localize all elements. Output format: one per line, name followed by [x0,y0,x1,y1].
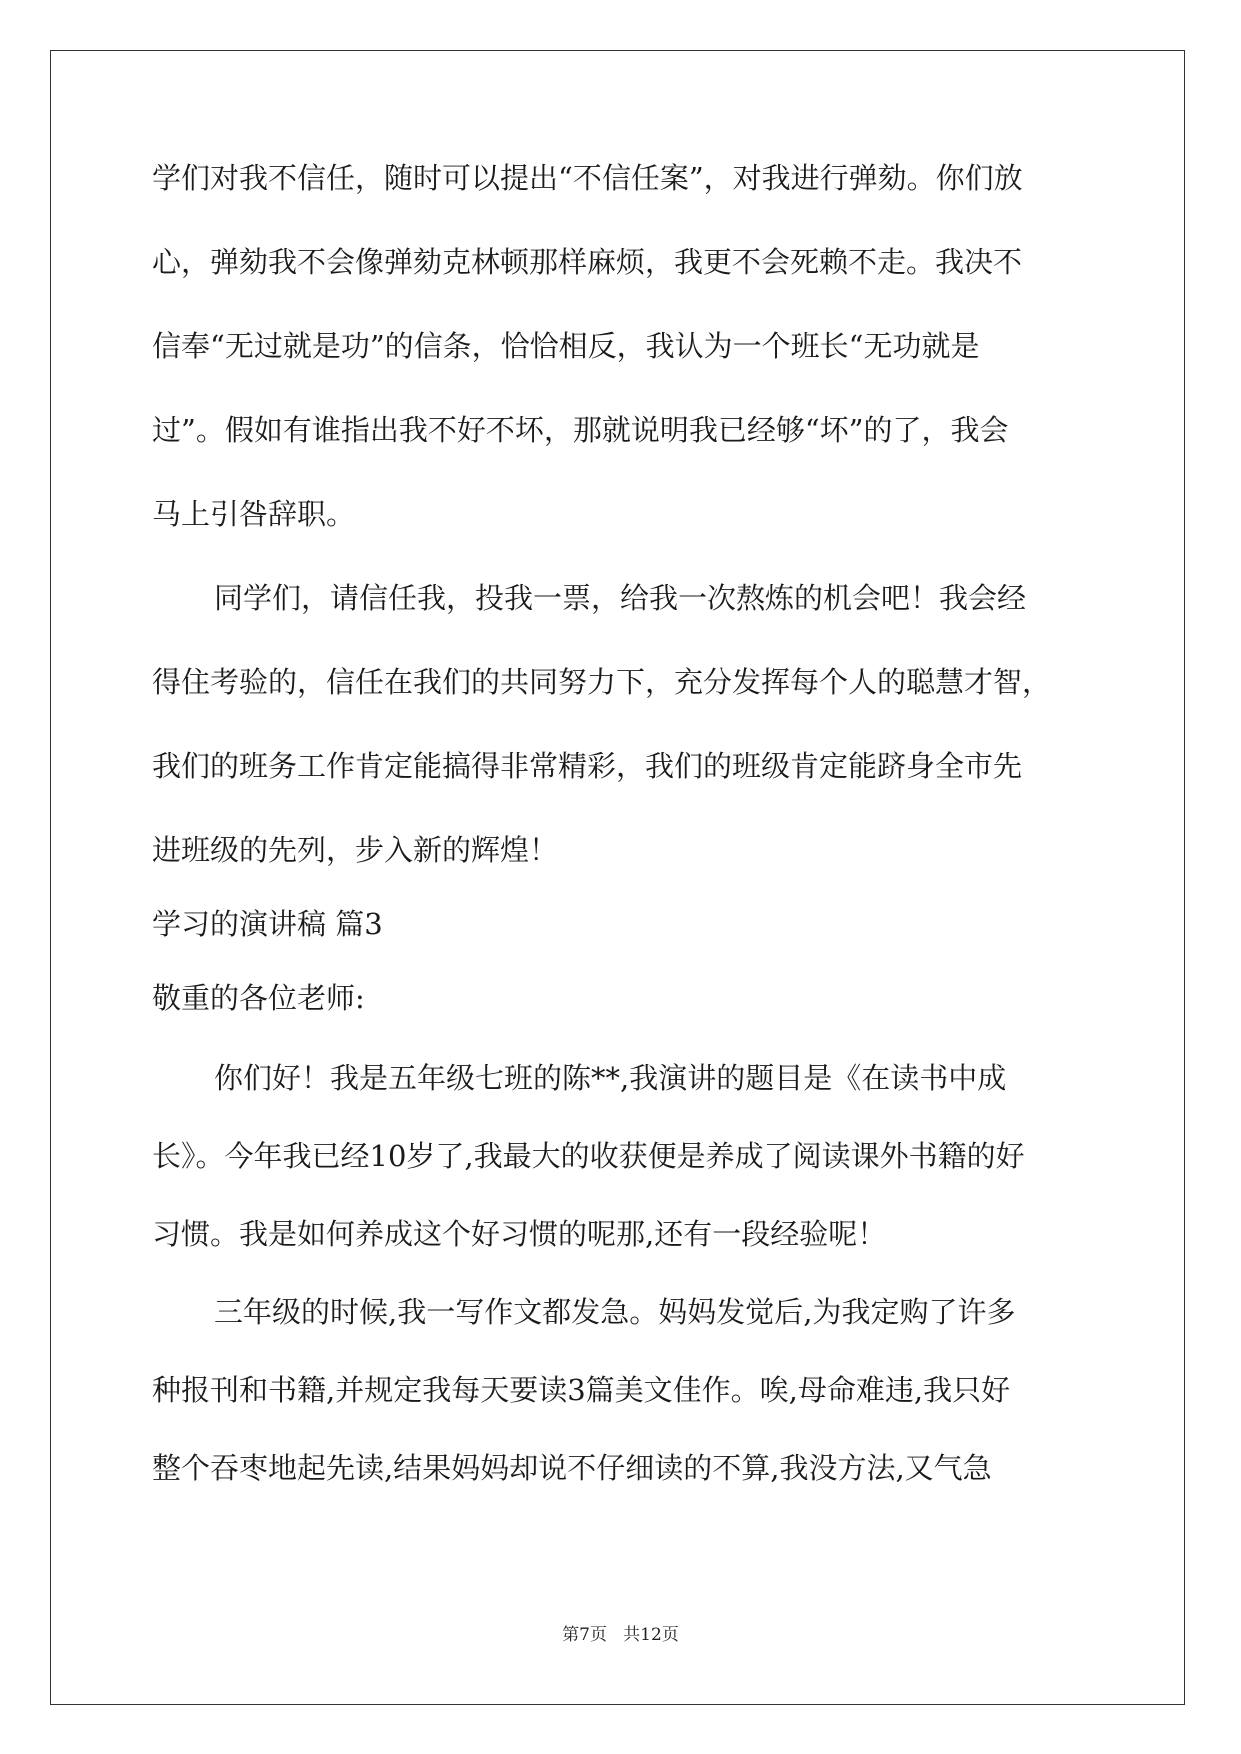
salutation: 敬重的各位老师: [152,981,365,1015]
page-footer: 第7页 共12页 [562,1625,679,1645]
text-line: 同学们，请信任我，投我一票，给我一次熬炼的机会吧！我会经 [214,581,1027,615]
text-line: 得住考验的，信任在我们的共同努力下，充分发挥每个人的聪慧才智， [152,665,1052,699]
text-line: 习惯。我是如何养成这个好习惯的呢那,还有一段经验呢！ [152,1217,887,1251]
text-line: 心，弹劾我不会像弹劾克林顿那样麻烦，我更不会死赖不走。我决不 [152,245,1023,279]
text-line: 种报刊和书籍,并规定我每天要读3篇美文佳作。唉,母命难违,我只好 [152,1373,1011,1407]
text-line: 整个吞枣地起先读,结果妈妈却说不仔细读的不算,我没方法,又气急 [152,1451,992,1485]
text-line: 长》。今年我已经10岁了,我最大的收获便是养成了阅读课外书籍的好 [152,1139,1025,1173]
text-line: 进班级的先列，步入新的辉煌！ [152,833,559,867]
text-line: 我们的班务工作肯定能搞得非常精彩，我们的班级肯定能跻身全市先 [152,749,1023,783]
text-line: 信奉“无过就是功”的信条，恰恰相反，我认为一个班长“无功就是 [152,329,980,363]
text-line: 过”。假如有谁指出我不好不坏，那就说明我已经够“坏”的了，我会 [152,413,1009,447]
text-line: 学们对我不信任，随时可以提出“不信任案”，对我进行弹劾。你们放 [152,161,1023,195]
text-line: 三年级的时候,我一写作文都发急。妈妈发觉后,为我定购了许多 [214,1295,1016,1329]
text-line: 你们好！我是五年级七班的陈**,我演讲的题目是《在读书中成 [214,1061,1007,1095]
text-line: 马上引咎辞职。 [152,497,356,531]
document-body [152,158,1092,1526]
section-heading: 学习的演讲稿 篇3 [152,907,383,941]
